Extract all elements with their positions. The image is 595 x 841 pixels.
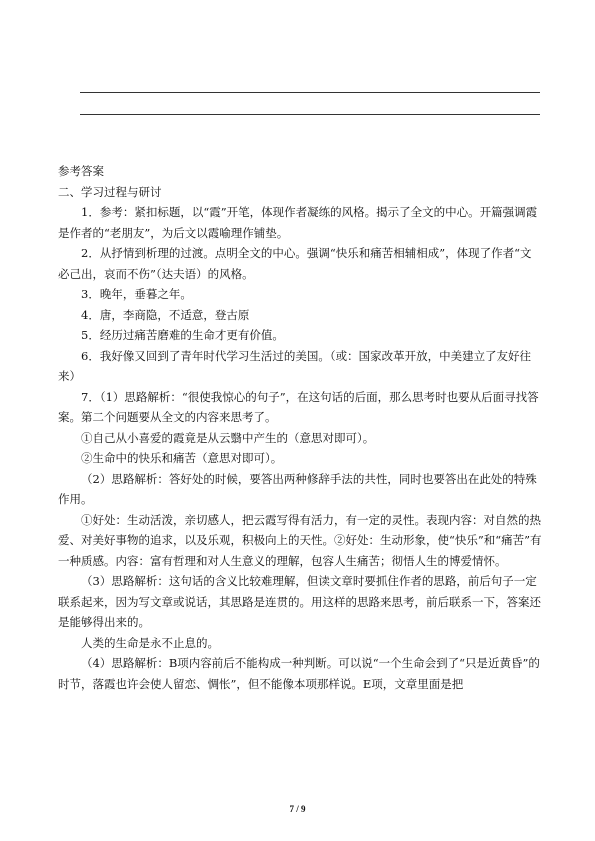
paragraph: ①好处：生动活泼，亲切感人，把云霞写得有活力，有一定的灵性。表现内容：对自然的热爱、对美好事物的追求，以及乐观，积极向上的天性。②好处：生动形象，使“快乐”和“痛苦”有一种质感。内容：富有哲理和对人生意义的理解，包容人生痛苦；彻悟人生的博爱情怀。: [58, 512, 542, 568]
paragraph: 人类的生命是永不止息的。: [81, 635, 219, 650]
answer-title: 参考答案: [58, 164, 104, 178]
answer-line-2: [80, 114, 540, 115]
answer-content: [58, 161, 542, 694]
paragraph: （3）思路解析：这句话的含义比较难理解，但读文章时要抓住作者的思路，前后句子一定联系起来，因为写文章或说话，其思路是连贯的。用这样的思路来思考，前后联系一下，答案还是能够得出来的。: [58, 574, 541, 629]
section-heading: 二、学习过程与研讨: [58, 184, 162, 199]
paragraph: ①自己从小喜爱的霞竟是从云翳中产生的（意思对即可）。: [81, 430, 375, 445]
paragraph: 7．（1）思路解析：“很使我惊心的句子”，在这句话的后面，那么思考时也要从后面寻找答案。第二个问题要从全文的内容来思考了。: [58, 389, 539, 424]
paragraph: 1．参考：紧扣标题，以“霞”开笔，体现作者凝练的风格。揭示了全文的中心。开篇强调霞是作者的“老朋友”，为后文以霞喻理作铺垫。: [58, 205, 538, 240]
paragraph: 2．从抒情到析理的过渡。点明全文的中心。强调“快乐和痛苦相辅相成”，体现了作者“文必己出，哀而不伤”（达夫语）的风格。: [58, 246, 532, 281]
page-number: 7 / 9: [289, 804, 306, 814]
paragraph: （2）思路解析：答好处的时候，要答出两种修辞手法的共性，同时也要答出在此处的特殊作用。: [58, 471, 537, 506]
paragraph: （4）思路解析：B项内容前后不能构成一种判断。可以说“一个生命会到了“只是近黄昏”的时节，落霞也许会使人留恋、惆怅”，但不能像本项那样说。E项，文章里面是把: [58, 656, 540, 691]
paragraph: 4．唐，李商隐，不适意，登古原: [81, 307, 250, 322]
paragraph: 6．我好像又回到了青年时代学习生活过的美国。（或：国家改革开放，中美建立了友好往来）: [58, 348, 532, 383]
answer-line-1: [80, 92, 540, 93]
paragraph: ②生命中的快乐和痛苦（意思对即可）。: [81, 451, 283, 465]
paragraph: 3．晚年，垂暮之年。: [81, 287, 192, 301]
paragraph: 5．经历过痛苦磨难的生命才更有价值。: [81, 328, 284, 342]
